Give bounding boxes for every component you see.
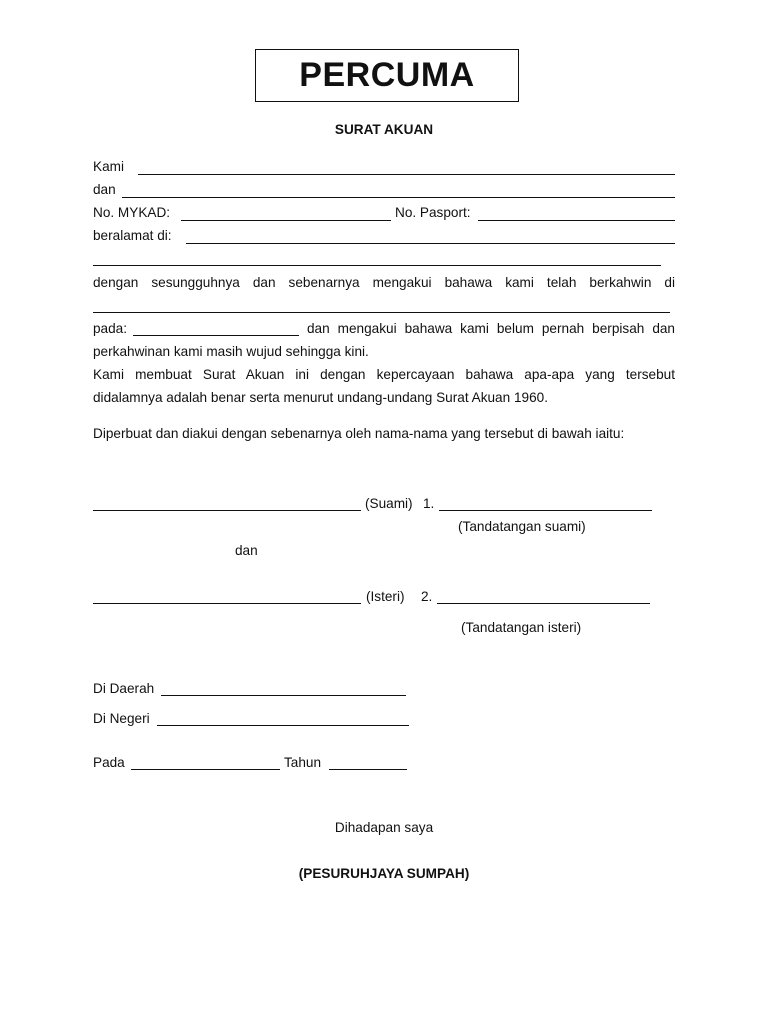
alamat-field-line1[interactable] [186, 243, 675, 244]
commissioner-title: (PESURUHJAYA SUMPAH) [298, 866, 470, 881]
suami-signature-field[interactable] [439, 510, 652, 511]
statement-line4: Kami membuat Surat Akuan ini dengan kepercayaan bahawa apa-apa yang tersebut [93, 367, 675, 382]
free-stamp-box [255, 49, 519, 102]
statement-line1: dengan sesungguhnya dan sebenarnya mengakui bahawa kami telah berkahwin di [93, 275, 675, 290]
document-title: SURAT AKUAN [334, 122, 434, 137]
isteri-number: 2. [421, 589, 433, 604]
suami-label: (Suami) [365, 496, 413, 511]
marriage-place-field[interactable] [93, 312, 670, 313]
pada-date-field[interactable] [131, 769, 280, 770]
tahun-field[interactable] [329, 769, 407, 770]
pasport-label: No. Pasport: [395, 205, 471, 220]
dan-name-field[interactable] [122, 197, 675, 198]
isteri-signature-caption: (Tandatangan isteri) [461, 620, 582, 635]
suami-name-field[interactable] [93, 510, 361, 511]
free-stamp-text: PERCUMA [299, 56, 475, 94]
isteri-label: (Isteri) [366, 589, 405, 604]
suami-number: 1. [423, 496, 435, 511]
before-me-text: Dihadapan saya [334, 820, 434, 835]
statement-pada-rest: dan mengakui bahawa kami belum pernah berpisah dan [307, 321, 675, 336]
isteri-name-field[interactable] [93, 603, 361, 604]
dan-label: dan [93, 182, 116, 197]
alamat-field-line2[interactable] [93, 265, 661, 266]
and-text: dan [235, 543, 258, 558]
negeri-label: Di Negeri [93, 711, 150, 726]
mykad-field[interactable] [181, 220, 391, 221]
suami-signature-caption: (Tandatangan suami) [458, 519, 586, 534]
negeri-field[interactable] [157, 725, 409, 726]
isteri-signature-field[interactable] [437, 603, 650, 604]
statement-line3: perkahwinan kami masih wujud sehingga kini. [93, 344, 369, 359]
daerah-label: Di Daerah [93, 681, 155, 696]
kami-name-field[interactable] [138, 174, 675, 175]
pasport-field[interactable] [478, 220, 675, 221]
kami-label: Kami [93, 159, 124, 174]
mykad-label: No. MYKAD: [93, 205, 171, 220]
daerah-field[interactable] [161, 695, 406, 696]
pada-label: pada: [93, 321, 128, 336]
statement-line5: didalamnya adalah benar serta menurut undang-undang Surat Akuan 1960. [93, 390, 548, 405]
marriage-date-field[interactable] [133, 335, 299, 336]
alamat-label: beralamat di: [93, 228, 172, 243]
pada-date-label: Pada [93, 755, 125, 770]
declared-by-text: Diperbuat dan diakui dengan sebenarnya oleh nama-nama yang tersebut di bawah iaitu: [93, 426, 625, 441]
tahun-label: Tahun [284, 755, 322, 770]
